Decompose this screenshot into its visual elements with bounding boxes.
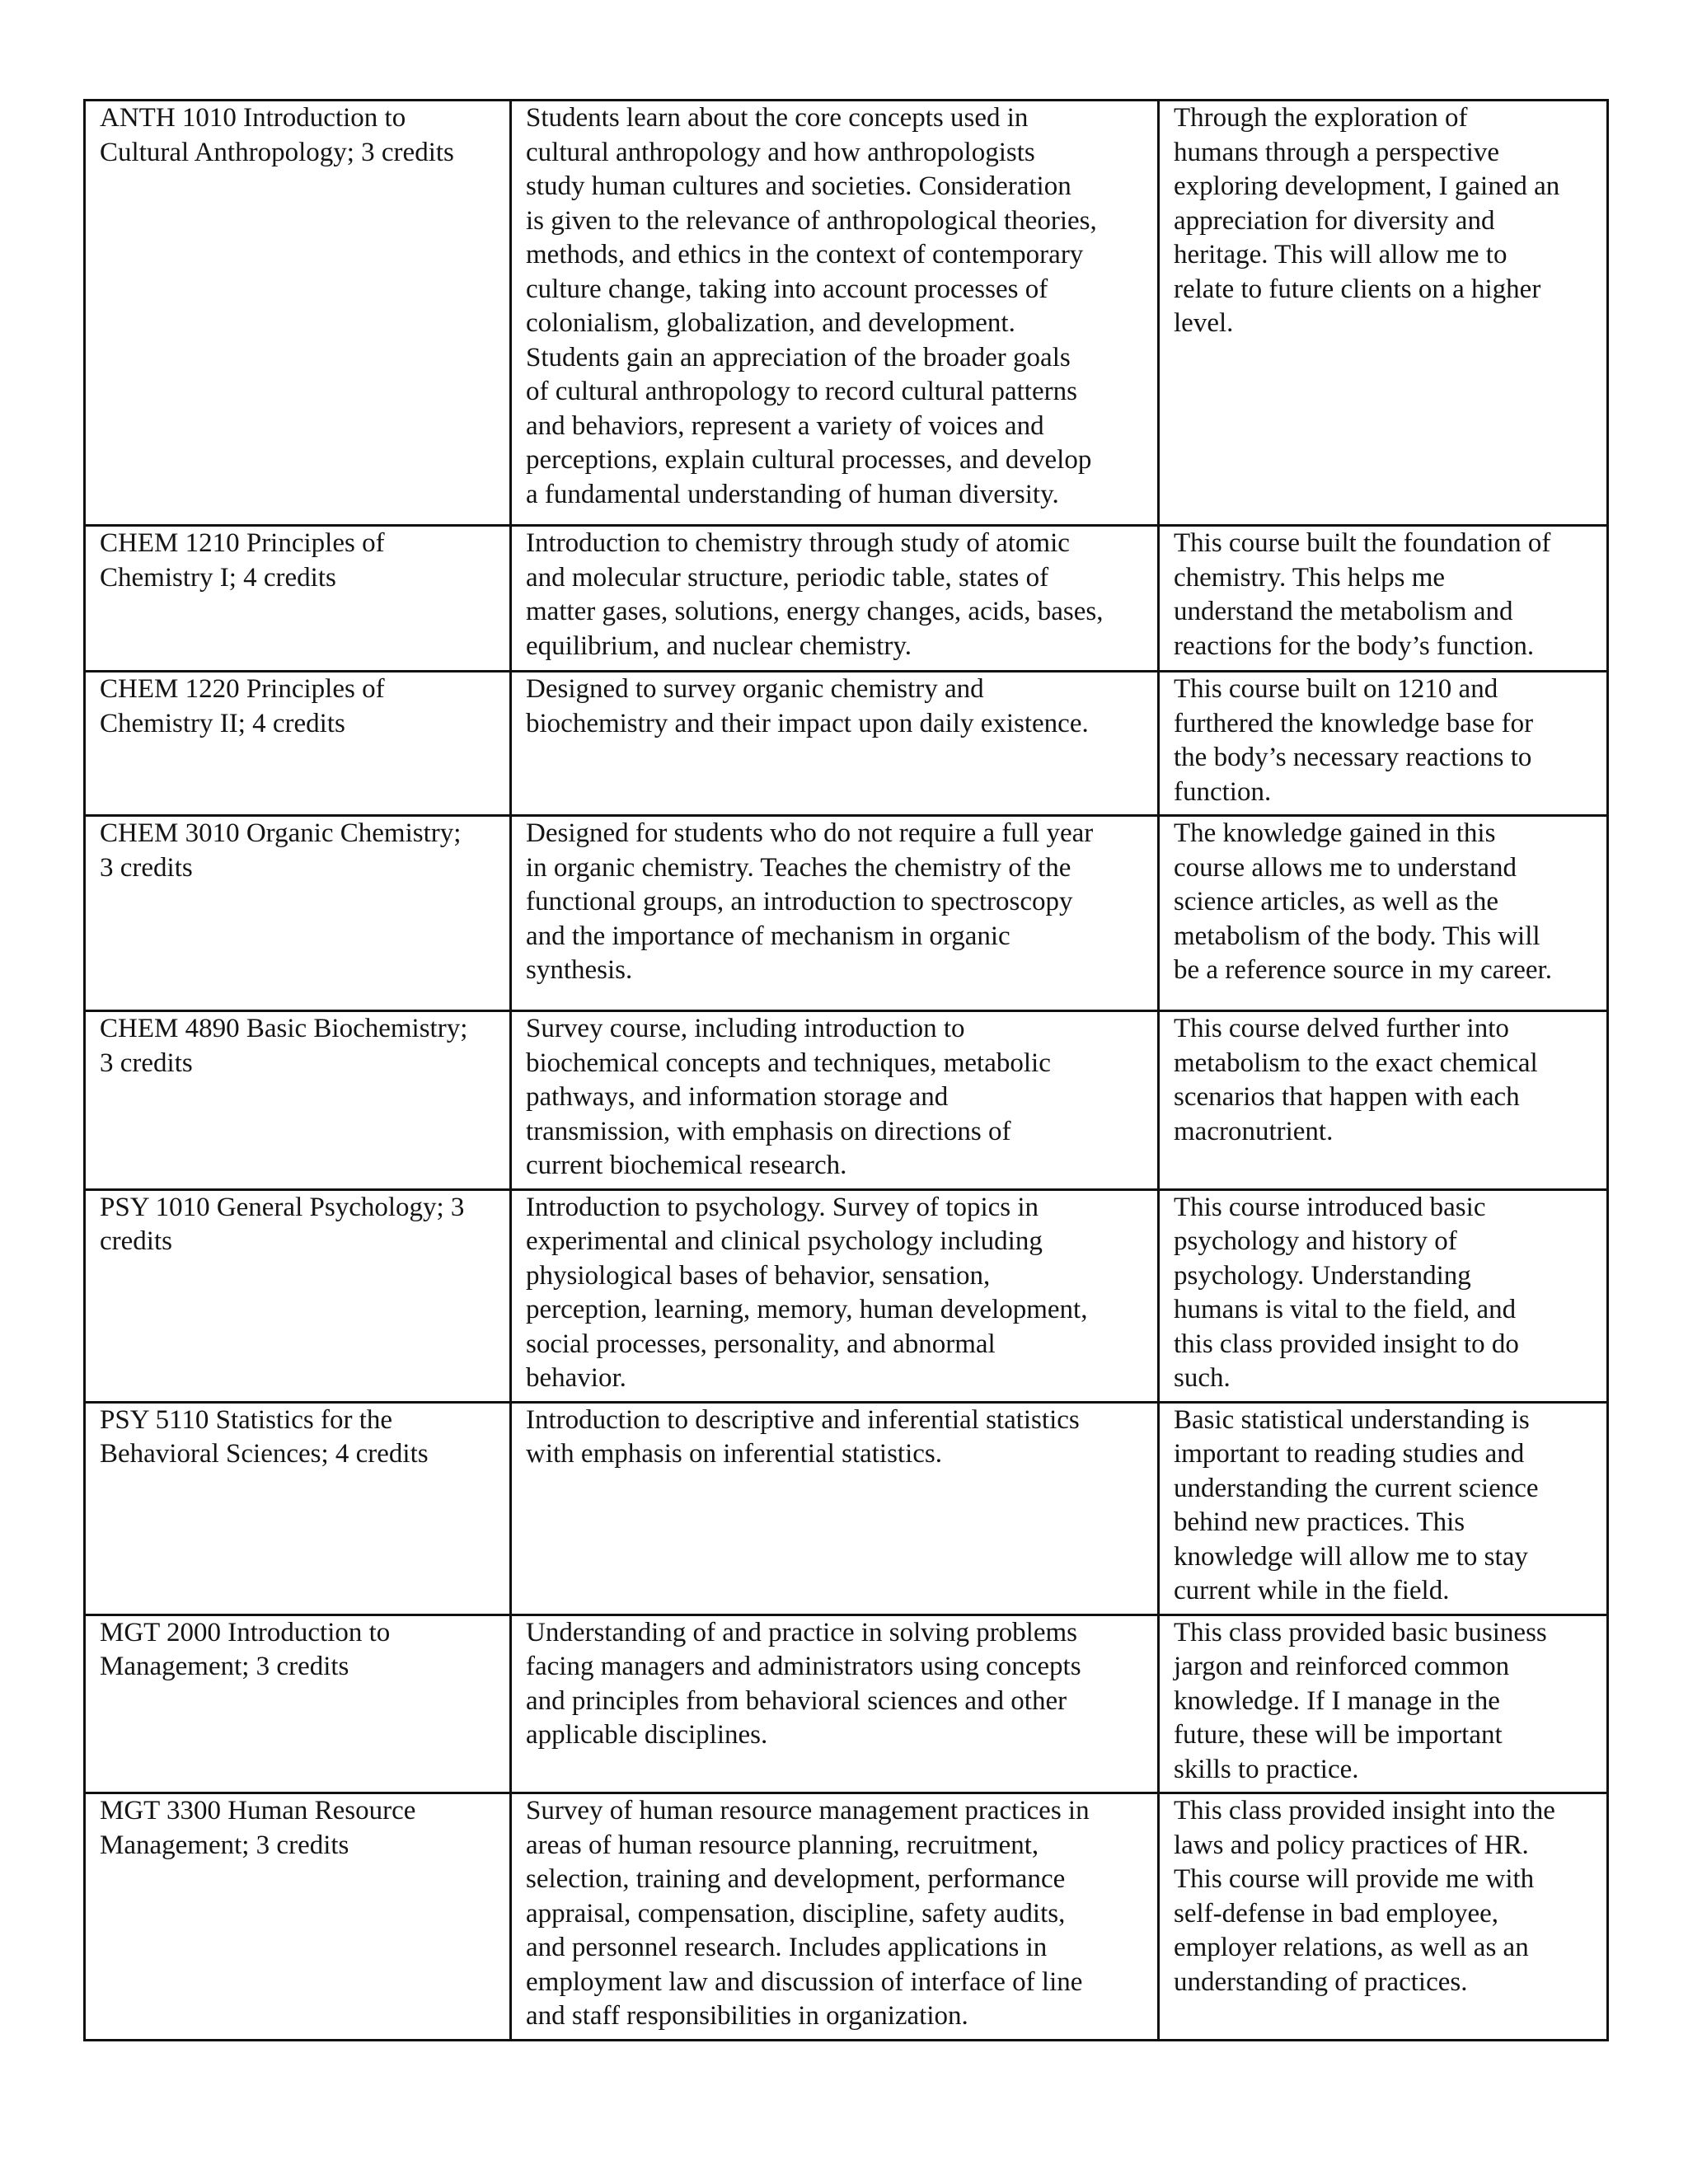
table-row (85, 1011, 1608, 1190)
course-title-cell: CHEM 4890 Basic Biochemistry; 3 credits (85, 1011, 511, 1190)
course-description-cell: Introduction to descriptive and inferential statistics with emphasis on inferential statistics. (511, 1402, 1159, 1615)
course-title-cell: MGT 3300 Human Resource Management; 3 credits (85, 1793, 511, 2041)
course-reflection-cell: This course delved further into metabolism to the exact chemical scenarios that happen with each macronutrient. (1159, 1011, 1608, 1190)
course-description-cell: Introduction to chemistry through study of atomic and molecular structure, periodic table, states of matter gases, solutions, energy changes, acids, bases, equilibrium, and nuclear chemistry. (511, 526, 1159, 672)
course-description-cell: Designed to survey organic chemistry and biochemistry and their impact upon daily existence. (511, 672, 1159, 816)
course-reflection-cell: Basic statistical understanding is important to reading studies and understanding the current science behind new practices. This knowledge will allow me to stay current while in the field. (1159, 1402, 1608, 1615)
course-title-cell: MGT 2000 Introduction to Management; 3 credits (85, 1615, 511, 1793)
table-row (85, 1793, 1608, 2041)
course-title-cell: CHEM 3010 Organic Chemistry; 3 credits (85, 816, 511, 1011)
course-reflection-cell: The knowledge gained in this course allows me to understand science articles, as well as the metabolism of the body. This will be a reference source in my career. (1159, 816, 1608, 1011)
course-title-cell: CHEM 1210 Principles of Chemistry I; 4 credits (85, 526, 511, 672)
table-row (85, 1402, 1608, 1615)
table-row (85, 101, 1608, 526)
course-description-cell: Survey course, including introduction to biochemical concepts and techniques, metabolic pathways, and information storage and transmission, with emphasis on directions of current biochemical research. (511, 1011, 1159, 1190)
table-row (85, 1615, 1608, 1793)
course-reflection-cell: This course built on 1210 and furthered the knowledge base for the body’s necessary reactions to function. (1159, 672, 1608, 816)
course-title-cell: ANTH 1010 Introduction to Cultural Anthropology; 3 credits (85, 101, 511, 526)
course-reflection-cell: This course built the foundation of chemistry. This helps me understand the metabolism and reactions for the body’s function. (1159, 526, 1608, 672)
table-row (85, 816, 1608, 1011)
course-title-cell: CHEM 1220 Principles of Chemistry II; 4 credits (85, 672, 511, 816)
course-description-cell: Students learn about the core concepts used in cultural anthropology and how anthropologists study human cultures and societies. Consideration is given to the relevance of anthropological theories, methods, and ethics in the context of contemporary culture change, taking into account processes of colonialism, globalization, and development. Students gain an appreciation of the broader goals of cultural anthropology to record cultural patterns and behaviors, represent a variety of voices and perceptions, explain cultural processes, and develop a fundamental understanding of human diversity. (511, 101, 1159, 526)
course-description-cell: Understanding of and practice in solving problems facing managers and administrators using concepts and principles from behavioral sciences and other applicable disciplines. (511, 1615, 1159, 1793)
table-row (85, 672, 1608, 816)
course-reflection-cell: This class provided basic business jargon and reinforced common knowledge. If I manage in the future, these will be important skills to practice. (1159, 1615, 1608, 1793)
course-description-cell: Survey of human resource management practices in areas of human resource planning, recruitment, selection, training and development, performance appraisal, compensation, discipline, safety audits, and personnel research. Includes applications in employment law and discussion of interface of line and staff responsibilities in organization. (511, 1793, 1159, 2041)
course-description-cell: Introduction to psychology. Survey of topics in experimental and clinical psychology including physiological bases of behavior, sensation, perception, learning, memory, human development, social processes, personality, and abnormal behavior. (511, 1189, 1159, 1402)
course-table (83, 99, 1609, 2041)
course-reflection-cell: Through the exploration of humans through a perspective exploring development, I gained an appreciation for diversity and heritage. This will allow me to relate to future clients on a higher level. (1159, 101, 1608, 526)
course-title-cell: PSY 5110 Statistics for the Behavioral Sciences; 4 credits (85, 1402, 511, 1615)
course-reflection-cell: This class provided insight into the laws and policy practices of HR. This course will provide me with self-defense in bad employee, employer relations, as well as an understanding of practices. (1159, 1793, 1608, 2041)
course-description-cell: Designed for students who do not require a full year in organic chemistry. Teaches the chemistry of the functional groups, an introduction to spectroscopy and the importance of mechanism in organic synthesis. (511, 816, 1159, 1011)
course-reflection-cell: This course introduced basic psychology and history of psychology. Understanding humans is vital to the field, and this class provided insight to do such. (1159, 1189, 1608, 1402)
table-row (85, 526, 1608, 672)
course-title-cell: PSY 1010 General Psychology; 3 credits (85, 1189, 511, 1402)
table-row (85, 1189, 1608, 1402)
